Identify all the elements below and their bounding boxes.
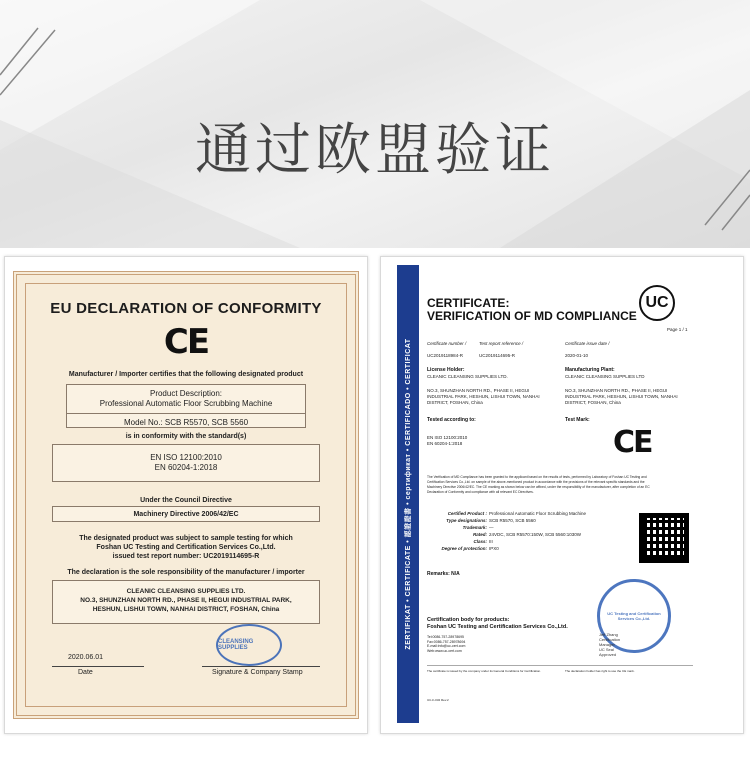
issue-date-label: Certificate issue date / (565, 341, 610, 346)
responsibility-note: The declaration is the sole responsibility of the manufacturer / importer (67, 569, 305, 576)
signature-block (599, 632, 620, 657)
class-label: Class: (473, 539, 487, 544)
standard-2: EN 60204-1:2018 (154, 463, 218, 472)
signature-4: UC Seal (599, 647, 614, 652)
product-description-label: Product Description: (149, 389, 223, 398)
license-holder-label: License Holder: (427, 367, 465, 373)
product-box (66, 384, 306, 428)
contact-tel: Tel:0086-757-28978695 (427, 635, 464, 639)
company-address-1: NO.3, SHUNZHAN NORTH RD., PHASE II, HEGUI INDUSTRIAL PARK, (80, 597, 292, 604)
eu-certificate-inner (25, 283, 347, 707)
tested-standard-2: EN 60204-1:2018 (427, 441, 463, 446)
test-report-label: Test report reference / (479, 341, 524, 346)
company-name: CLEANIC CLEANSING SUPPLIES LTD. (126, 588, 246, 595)
model-number: Model No.: SCB R5570, SCB 5560 (67, 413, 305, 428)
holder-address-2: INDUSTRIAL PARK, HESHUN, LISHUI TOWN, NANHAI (427, 394, 540, 399)
footnote-1: The certificate is issued by the company under its General Conditions for Certification. (427, 669, 542, 673)
company-stamp (216, 624, 282, 666)
body-label: Certification body for products: (427, 617, 510, 623)
certificate-title-1: CERTIFICATE: (427, 296, 510, 310)
verification-text (427, 475, 697, 495)
contact-fax: Fax:0086-757-28978694 (427, 639, 466, 644)
directive-heading: Under the Council Directive (140, 497, 232, 504)
contact-email: E-mail:info@uc-cert.com (427, 644, 466, 648)
conformity-note: is in conformity with the standard(s) (125, 433, 247, 440)
page-title: 通过欧盟验证 (195, 118, 555, 183)
license-holder: CLEANIC CLEANSING SUPPLIES LTD. (427, 374, 508, 379)
rated-label: Rated: (472, 532, 487, 537)
product: Professional Automatic Floor Scrubbing Machine (489, 511, 587, 516)
certification-stamp-text: UC Testing and Certification Services Co.,Ltd. (607, 611, 661, 621)
verification-text-3: Machinery Directive 2006/42/EC. The CE marking as shown below can be affixed, under the responsibility of the manufacturer, after completion of an EC (427, 485, 650, 489)
ce-mark-icon: CE (163, 322, 209, 362)
certificate-title (427, 297, 637, 323)
certificate-side-band (397, 265, 419, 723)
contact-web: Web:www.uc-cert.com (427, 648, 462, 653)
rated: 24VDC, SCB R5570:150W, SCB 5560:1030W (489, 532, 582, 537)
eu-declaration-card[interactable] (4, 256, 368, 734)
page-number: Page 1 / 1 (667, 327, 688, 332)
standards-box (52, 444, 320, 482)
banner (0, 0, 750, 248)
protection: IPX0 (489, 546, 499, 551)
plant-address-2: INDUSTRIAL PARK, HESHUN, LISHUI TOWN, NANHAI (565, 394, 678, 399)
certificate-title-2: VERIFICATION OF MD COMPLIANCE (427, 309, 637, 323)
plant-label: Manufacturing Plant: (565, 367, 615, 373)
designation: SCB R5570, SCB 5560 (489, 518, 536, 523)
uc-logo-icon: UC (639, 285, 675, 321)
standard-1: EN ISO 12100:2010 (150, 453, 222, 462)
form-id: UC-F-032 Rev.2 (427, 698, 449, 702)
trademark: — (489, 525, 494, 530)
verification-text-2: Certification Services Co.,Ltd. on sample of the above-mentioned product in accordance with the provisions of the relevant specific standards and the (427, 480, 645, 484)
holder-address-1: NO.3, SHUNZHAN NORTH RD., PHASE II, HEGUI (427, 388, 530, 393)
footnote-2: The declaration holder has right to use the CE mark. (565, 669, 635, 673)
signature-2: Certification (599, 637, 621, 642)
qr-code-icon (639, 513, 689, 563)
contact-block (427, 635, 465, 653)
issue-date: 2020-01-10 (565, 353, 589, 358)
directive: Machinery Directive 2006/42/EC (133, 511, 239, 518)
eu-certificate-frame (13, 271, 359, 719)
signature-line (202, 666, 320, 667)
footer-divider (427, 665, 693, 666)
date-line (52, 666, 144, 667)
signature-3: Manager (599, 642, 615, 647)
test-report: UC2019114695-R (479, 353, 515, 358)
eu-title: EU DECLARATION OF CONFORMITY (50, 300, 322, 317)
directive-box (52, 506, 320, 522)
cert-number-label: Certificate number / (427, 341, 467, 346)
ce-test-mark-icon: CE (613, 425, 652, 460)
signature-label: Signature & Company Stamp (212, 669, 303, 676)
cert-number: UC2019118984-R (427, 353, 463, 358)
declaration-date: 2020.06.01 (68, 654, 104, 661)
side-band-text: ZERTIFIKAT • CERTIFICATE • 認證證書 • сертификат • CERTIFICADO • CERTIFICAT (405, 338, 412, 650)
trademark-label: Trademark: (462, 525, 487, 530)
certification-body: Foshan UC Testing and Certification Services Co.,Ltd. (427, 624, 568, 630)
company-stamp-text: CLEANSING SUPPLIES (218, 639, 254, 651)
signature-1: Jeff Zhang (599, 632, 618, 637)
test-mark-label: Test Mark: (565, 417, 590, 423)
verification-text-4: Declaration of Conformity and compliance with all relevant EC Directives. (427, 490, 534, 494)
protection-label: Degree of protection: (441, 546, 487, 551)
remarks: Remarks: N/A (427, 571, 460, 577)
testing-line-1: The designated product was subject to sample testing for which (79, 535, 293, 542)
class: III (489, 539, 493, 544)
testing-line-2: Foshan UC Testing and Certification Services Co.,Ltd. (96, 544, 276, 551)
tested-standard-1: EN ISO 12100:2010 (427, 435, 468, 440)
product-label: Certified Product : (447, 511, 487, 516)
product-description: Professional Automatic Floor Scrubbing Machine (99, 399, 273, 408)
company-address-2: HESHUN, LISHUI TOWN, NANHAI DISTRICT, FOSHAN, China (92, 606, 280, 613)
holder-address-3: DISTRICT, FOSHAN, China (427, 400, 483, 405)
tested-label: Tested according to: (427, 417, 476, 423)
date-label: Date (78, 669, 93, 676)
designation-label: Type designations: (446, 518, 487, 523)
plant: CLEANIC CLEANSING SUPPLIES LTD (565, 374, 645, 379)
plant-address-1: NO.3, SHUNZHAN NORTH RD., PHASE II, HEGUI (565, 388, 668, 393)
signature-5: Approved (599, 652, 617, 657)
md-compliance-card[interactable] (380, 256, 744, 734)
company-box (52, 580, 320, 624)
verification-text-1: The Verification of MD Compliance has been granted to the applicant based on the results of tests, performed by Laboratory of Foshan UC Testing and (427, 475, 647, 479)
plant-address-3: DISTRICT, FOSHAN, China (565, 400, 621, 405)
testing-line-3: issued test report number: UC2019114695-R (112, 553, 260, 560)
manufacturer-note: Manufacturer / Importer certifies that the following designated product (68, 371, 304, 378)
